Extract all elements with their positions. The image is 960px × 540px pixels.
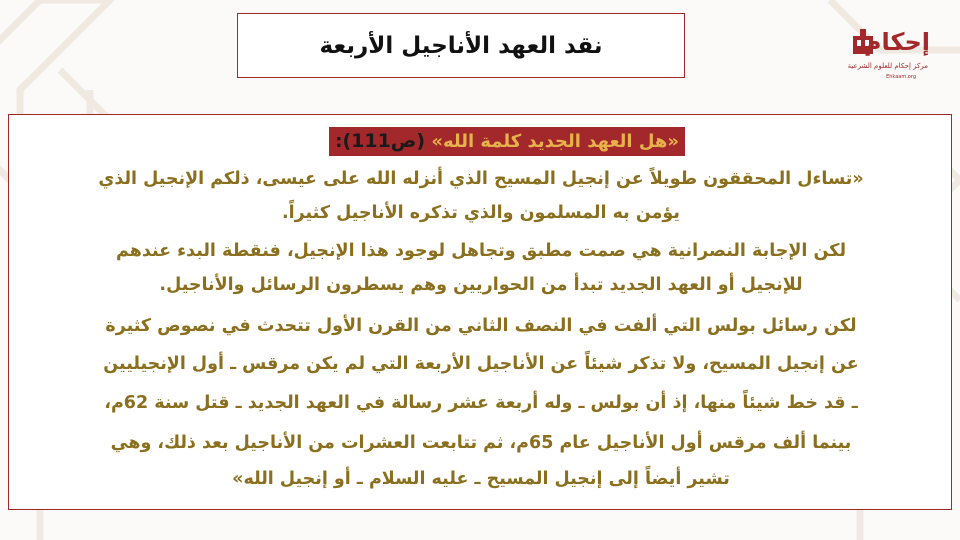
logo-caption: Ehkaam.org <box>886 74 916 80</box>
logo-name: إحكام <box>863 28 930 56</box>
paragraph-line: «تساءل المحققون طويلاً عن إنجيل المسيح الذي أنزله الله على عيسى، ذلكم الإنجيل الذي <box>98 169 864 189</box>
quote-heading <box>329 127 685 156</box>
paragraph-line: لكن رسائل بولس التي ألفت في النصف الثاني من القرن الأول تتحدث في نصوص كثيرة <box>105 316 857 336</box>
paragraph-line: يؤمن به المسلمون والذي تذكره الأناجيل كثيراً. <box>282 203 680 223</box>
paragraph-line: ـ قد خط شيئاً منها، إذ أن بولس ـ وله أربعة عشر رسالة في العهد الجديد ـ قتل سنة 62م، <box>104 393 858 413</box>
slide-title: نقد العهد الأناجيل الأربعة <box>319 32 603 59</box>
paragraph-line: عن إنجيل المسيح، ولا تذكر شيئاً عن الأناجيل الأربعة التي لم يكن مرقس ـ أول الإنجيليين <box>103 354 859 374</box>
quote-heading-row <box>329 127 685 156</box>
paragraph-line: تشير أيضاً إلى إنجيل المسيح ـ عليه السلام ـ أو إنجيل الله» <box>232 469 730 489</box>
paragraph-line: للإنجيل أو العهد الجديد تبدأ من الحواريين وهم يسطرون الرسائل والأناجيل. <box>159 275 803 295</box>
paragraph-line: لكن الإجابة النصرانية هي صمت مطبق وتجاهل لوجود هذا الإنجيل، فنقطة البدء عندهم <box>115 241 847 261</box>
logo <box>844 22 934 94</box>
logo-subtitle: مركز إحكام للعلوم الشرعية <box>847 62 928 70</box>
paragraph-line: بينما ألف مرقس أول الأناجيل عام 65م، ثم تتابعت العشرات من الأناجيل بعد ذلك، وهي <box>110 433 852 453</box>
title-box <box>237 13 685 78</box>
heading-page-ref: (ص111) <box>342 130 426 152</box>
heading-text: «هل العهد الجديد كلمة الله» <box>425 131 679 152</box>
content-box <box>8 114 952 510</box>
heading-colon: : <box>335 131 343 152</box>
